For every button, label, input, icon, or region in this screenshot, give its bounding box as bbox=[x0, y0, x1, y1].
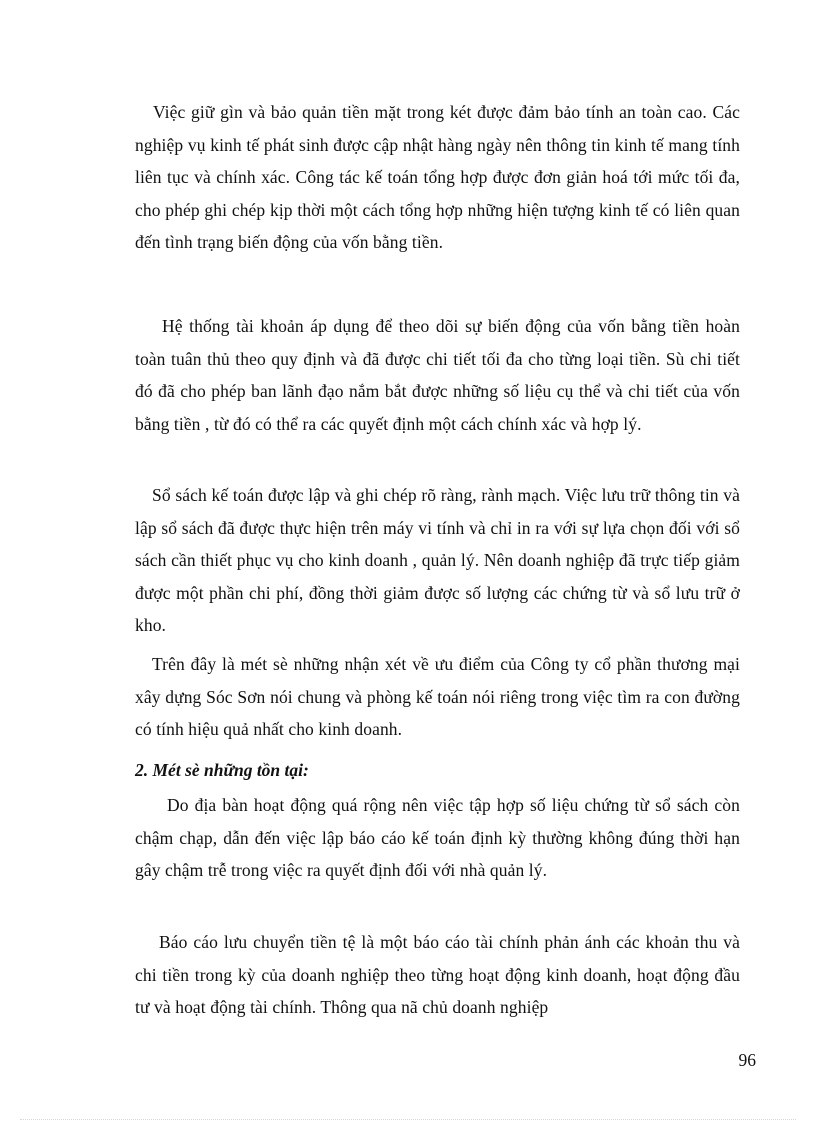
paragraph-summary-advantages: Trên đây là mét sè những nhận xét về ưu điểm của Công ty cổ phần thương mại xây dựng Sóc Sơn nói chung và phòng kế toán nói riêng trong việc tìm ra con đường có tính hiệu quả nhất cho kinh doanh. bbox=[135, 654, 740, 739]
page-number: 96 bbox=[738, 1050, 756, 1070]
paragraph-cash-safekeeping: Việc giữ gìn và bảo quản tiền mặt trong két được đảm bảo tính an toàn cao. Các nghiệp vụ kinh tế phát sinh được cập nhật hàng ngày nên thông tin kinh tế mang tính liên tục và chính xác. Công tác kế toán tổng hợp được đơn giản hoá tới mức tối đa, cho phép ghi chép kịp thời một cách tổng hợp những hiện tượng kinh tế có liên quan đến tình trạng biến động của vốn bằng tiền. bbox=[135, 102, 740, 252]
footer-divider bbox=[20, 1119, 796, 1120]
paragraph-account-system: Hệ thống tài khoản áp dụng để theo dõi sự biến động của vốn bằng tiền hoàn toàn tuân thủ theo quy định và đã được chi tiết tối đa cho từng loại tiền. Sù chi tiết đó đã cho phép ban lãnh đạo nắm bắt được những số liệu cụ thể và chi tiết của vốn bằng tiền , từ đó có thể ra các quyết định một cách chính xác và hợp lý. bbox=[135, 316, 740, 434]
paragraph-data-collection-delay: Do địa bàn hoạt động quá rộng nên việc tập hợp số liệu chứng từ sổ sách còn chậm chạp, dẫn đến việc lập báo cáo kế toán định kỳ thường không đúng thời hạn gây chậm trễ trong việc ra quyết định đối với nhà quản lý. bbox=[135, 795, 740, 880]
paragraph-cash-flow-report: Báo cáo lưu chuyển tiền tệ là một báo cáo tài chính phản ánh các khoản thu và chi tiền trong kỳ của doanh nghiệp theo từng hoạt động kinh doanh, hoạt động đầu tư và hoạt động tài chính. Thông qua nã chủ doanh nghiệp bbox=[135, 932, 740, 1017]
section-heading: 2. Mét sè những tồn tại: bbox=[135, 760, 309, 780]
paragraph-bookkeeping: Sổ sách kế toán được lập và ghi chép rõ ràng, rành mạch. Việc lưu trữ thông tin và lập sổ sách đã được thực hiện trên máy vi tính và chỉ in ra với sự lựa chọn đối với sổ sách cần thiết phục vụ cho kinh doanh , quản lý. Nên doanh nghiệp đã trực tiếp giảm được một phần chi phí, đồng thời giảm được số lượng các chứng từ và sổ lưu trữ ở kho. bbox=[135, 485, 740, 635]
